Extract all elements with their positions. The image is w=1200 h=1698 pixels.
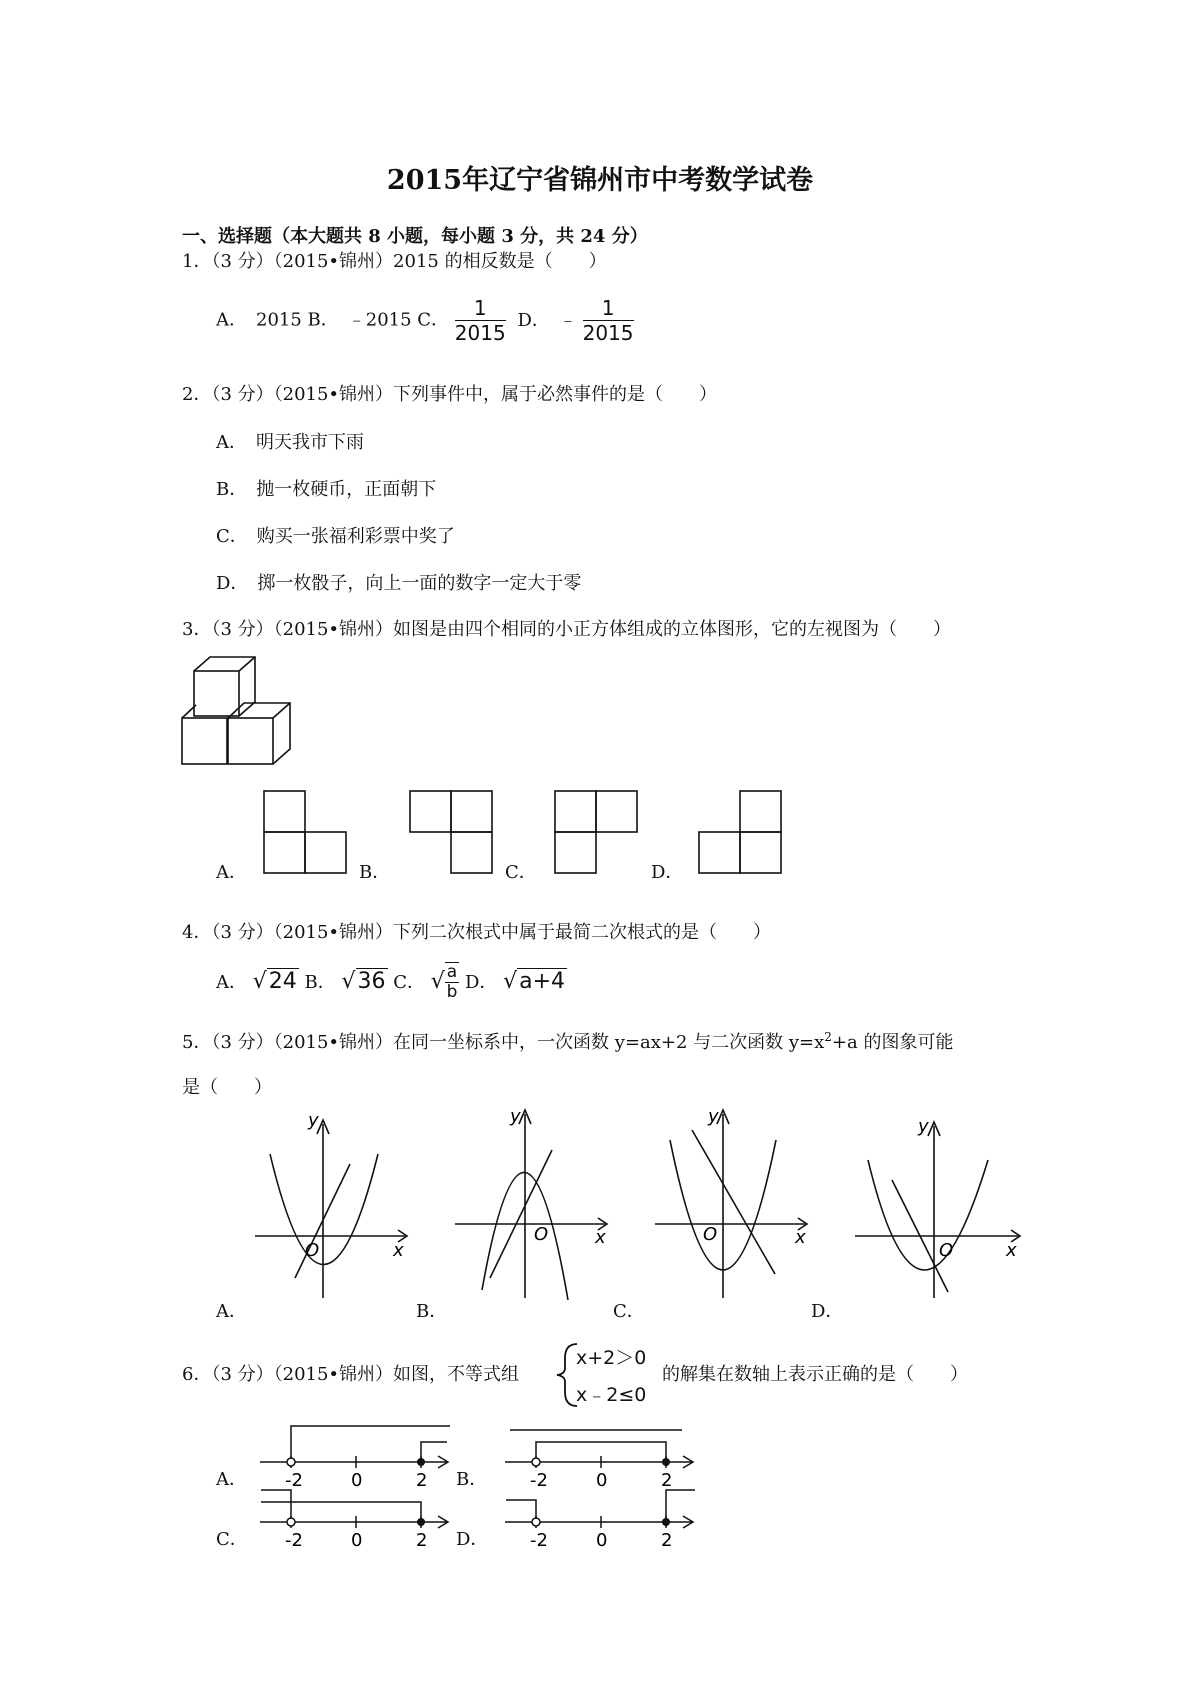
question-2-option-c: C． 购买一张福利彩票中奖了 [216, 526, 455, 547]
tick-label-0: 0 [596, 1470, 608, 1490]
question-6-option-c: C． [216, 1529, 248, 1550]
tick-label-0: 0 [351, 1530, 363, 1550]
question-1-options [216, 296, 634, 345]
question-6-option-b: B． [456, 1469, 488, 1490]
tick-label-2: 2 [416, 1470, 428, 1490]
question-2-option-d: D． 掷一枚骰子，向上一面的数字一定大于零 [216, 573, 582, 594]
origin-label: O [534, 1224, 549, 1245]
question-3-stem: 3．（3 分）（2015•锦州）如图是由四个相同的小正方体组成的立体图形，它的左视图为（ ） [182, 619, 952, 640]
question-2-option-b: B． 抛一枚硬币，正面朝下 [216, 479, 437, 500]
tick-label-neg2: -2 [285, 1470, 303, 1490]
question-2-stem: 2．（3 分）（2015•锦州）下列事件中，属于必然事件的是（ ） [182, 384, 718, 405]
question-6-stem-a: 6．（3 分）（2015•锦州）如图，不等式组 [182, 1364, 520, 1385]
tick-label-neg2: -2 [530, 1530, 548, 1550]
option-a-view [262, 789, 352, 879]
radicand-b: 36 [357, 969, 386, 994]
axis-y-label: y [510, 1106, 521, 1127]
question-6-option-d: D． [456, 1529, 489, 1550]
fraction-numerator: 1 [455, 296, 506, 321]
radicand-c-numerator: a [446, 962, 458, 982]
tick-label-neg2: -2 [285, 1530, 303, 1550]
number-line-c [255, 1480, 455, 1550]
question-1-options-text: A． 2015 B． ﹣2015 C． [216, 309, 450, 331]
option-c-label: C． [393, 972, 426, 993]
question-6-stem-b: 的解集在数轴上表示正确的是（ ） [662, 1364, 968, 1385]
fraction-numerator: 1 [583, 296, 634, 321]
tick-label-2: 2 [661, 1470, 673, 1490]
option-a-radical: √24 [252, 969, 297, 994]
tick-label-2: 2 [416, 1530, 428, 1550]
question-2-option-a: A． 明天我市下雨 [216, 432, 364, 453]
section-heading: 一、选择题（本大题共 8 小题，每小题 3 分，共 24 分） [182, 226, 648, 247]
fraction-denominator: 2015 [454, 321, 506, 345]
tick-label-neg2: -2 [530, 1470, 548, 1490]
question-4-stem: 4．（3 分）（2015•锦州）下列二次根式中属于最简二次根式的是（ ） [182, 922, 772, 943]
option-d-label: D． ﹣ [517, 309, 577, 331]
tick-label-0: 0 [596, 1530, 608, 1550]
option-b-radical: √36 [341, 969, 386, 994]
radicand-d: a+4 [519, 969, 566, 994]
option-d-radical: √a+4 [503, 969, 566, 994]
axis-x-label: x [795, 1227, 806, 1248]
inequality-2: x﹣2≤0 [576, 1384, 647, 1406]
question-5-option-c: C． [613, 1301, 645, 1322]
radicand-c-denominator: b [446, 982, 458, 1002]
option-c-radical: √ $\frac{a}{b}$ [430, 962, 458, 1002]
radicand-a: 24 [268, 969, 297, 994]
stem-text-end: +a 的图象可能 [831, 1032, 954, 1053]
axis-x-label: x [595, 1227, 606, 1248]
graph-b [450, 1100, 620, 1300]
page-title: 2015年辽宁省锦州市中考数学试卷 [386, 165, 814, 196]
option-d-view [697, 789, 787, 879]
question-3-option-d: D． [651, 862, 684, 883]
stem-text: 5．（3 分）（2015•锦州）在同一坐标系中，一次函数 y=ax+2 与二次函数 y=x [182, 1032, 825, 1053]
option-b-view [408, 789, 498, 879]
axis-x-label: x [393, 1240, 404, 1261]
option-d-label: D． [464, 972, 498, 993]
cube-solid-figure [180, 655, 300, 775]
number-line-d [500, 1480, 700, 1550]
question-3-option-c: C． [505, 862, 537, 883]
tick-label-0: 0 [351, 1470, 363, 1490]
fraction-denominator: 2015 [582, 321, 634, 345]
axis-y-label: y [708, 1106, 719, 1127]
question-4-options [216, 962, 567, 1002]
option-b-label: B． [304, 972, 336, 993]
question-5-option-b: B． [416, 1301, 448, 1322]
option-d-fraction [583, 296, 634, 345]
option-a-label: A． [216, 972, 247, 993]
option-c-view [553, 789, 643, 879]
graph-c [650, 1100, 820, 1300]
origin-label: O [939, 1240, 954, 1261]
axis-y-label: y [308, 1110, 319, 1131]
question-1-stem: 1．（3 分）（2015•锦州）2015 的相反数是（ ） [182, 251, 607, 272]
question-5-stem-line1 [182, 1028, 953, 1054]
question-3-option-b: B． [359, 862, 391, 883]
question-3-option-a: A． [216, 862, 247, 883]
graph-a [250, 1110, 420, 1300]
origin-label: O [703, 1224, 718, 1245]
inequality-1: x+2＞0 [576, 1347, 647, 1369]
axis-y-label: y [918, 1116, 929, 1137]
question-5-option-a: A． [216, 1301, 247, 1322]
option-c-fraction [455, 296, 506, 345]
question-5-stem-line2: 是（ ） [182, 1077, 272, 1098]
exponent: 2 [824, 1030, 832, 1044]
axis-x-label: x [1006, 1240, 1017, 1261]
tick-label-2: 2 [661, 1530, 673, 1550]
question-6-option-a: A． [216, 1469, 247, 1490]
origin-label: O [305, 1240, 320, 1261]
graph-d [850, 1110, 1030, 1300]
question-5-option-d: D． [811, 1301, 844, 1322]
